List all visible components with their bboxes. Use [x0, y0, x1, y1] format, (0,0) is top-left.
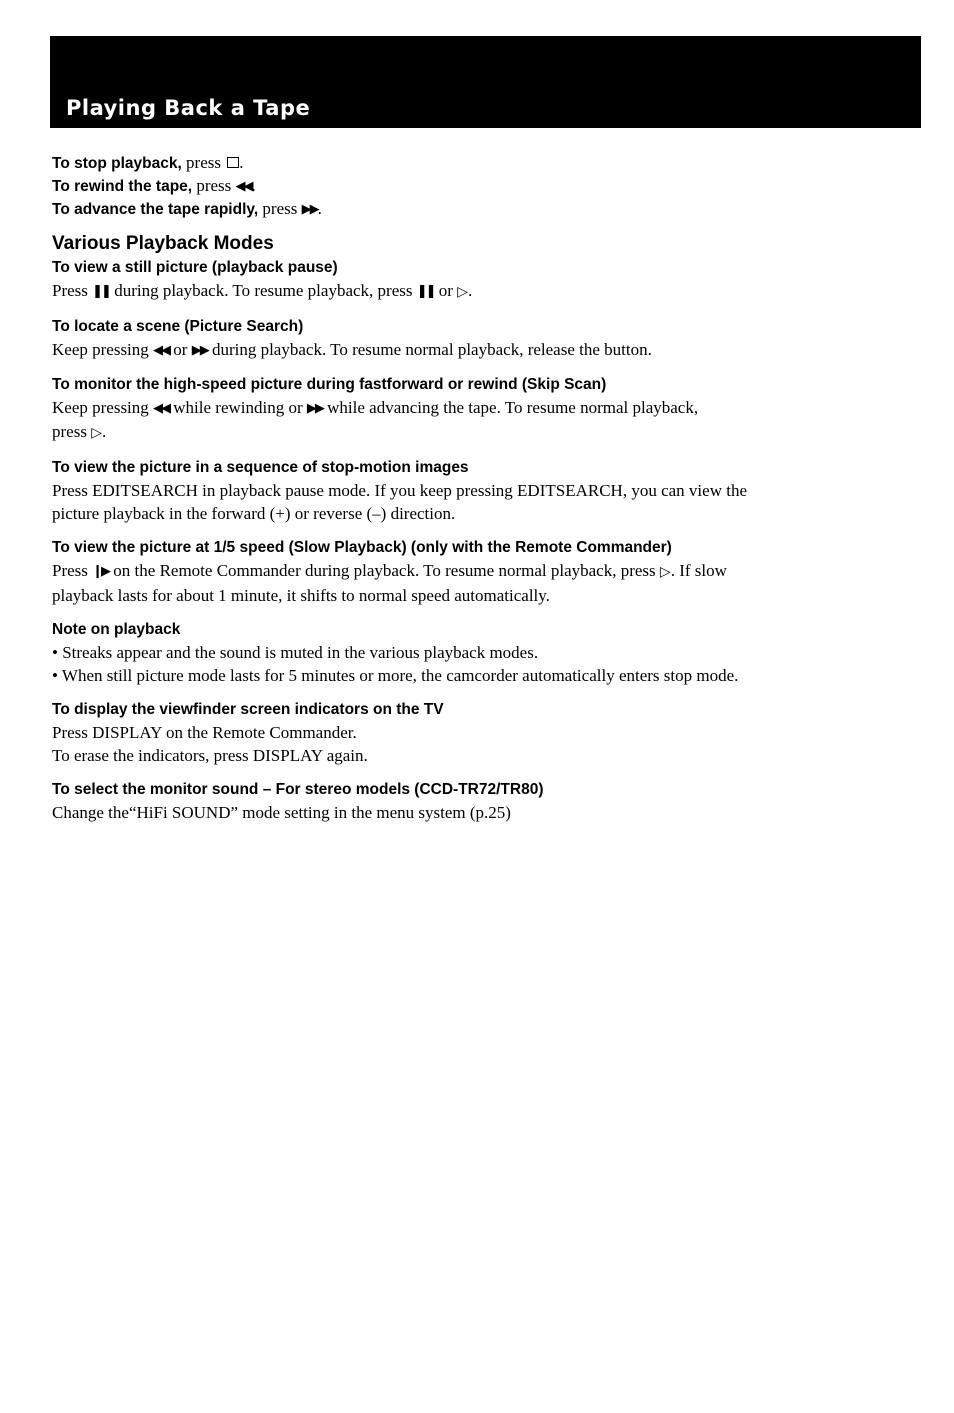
- skip-text-1: [52, 396, 912, 420]
- display-title: To display the viewfinder screen indicators on the TV: [52, 701, 444, 718]
- advance-instruction: To advance the tape rapidly, press ▶▶.: [52, 198, 912, 221]
- search-text: [52, 338, 912, 362]
- still-title: To view a still picture (playback pause): [52, 259, 338, 276]
- still-t1: Press: [52, 281, 93, 300]
- main-content: [52, 152, 912, 824]
- search-t3: during playback. To resume normal playback, release the button.: [207, 340, 652, 359]
- note-bullet-1: • Streaks appear and the sound is muted in the various playback modes.: [52, 643, 539, 662]
- stopmotion-title: To view the picture in a sequence of stop-motion images: [52, 459, 469, 476]
- rewind-icon: ◀◀: [153, 401, 170, 416]
- fast-forward-icon: ▶▶: [191, 343, 208, 358]
- stop-text: press: [181, 153, 221, 172]
- slow-play-icon: ❙▶: [92, 564, 110, 579]
- slow-t2: on the Remote Commander during playback. To resume normal playback, press: [109, 561, 660, 580]
- search-title: To locate a scene (Picture Search): [52, 318, 304, 335]
- fast-forward-icon: ▶▶: [301, 202, 318, 217]
- skip-t5: .: [101, 422, 107, 441]
- display-line-2: To erase the indicators, press DISPLAY again.: [52, 746, 368, 765]
- pause-icon: ❚❚: [92, 284, 110, 299]
- skip-title: To monitor the high-speed picture during fastforward or rewind (Skip Scan): [52, 376, 607, 393]
- rewind-icon: ◀◀: [153, 343, 170, 358]
- note-bullet-2: • When still picture mode lasts for 5 minutes or more, the camcorder automatically enters stop mode.: [52, 666, 739, 685]
- advance-text: press: [258, 199, 298, 218]
- title-banner: [50, 36, 921, 128]
- sound-line-1: Change the“HiFi SOUND” mode setting in the menu system (p.25): [52, 803, 511, 822]
- still-t3: or: [434, 281, 458, 300]
- rewind-instruction: To rewind the tape, press ◀◀.: [52, 175, 912, 198]
- still-text: [52, 279, 912, 304]
- still-t4: .: [467, 281, 473, 300]
- stopmotion-line-1: Press EDITSEARCH in playback pause mode. If you keep pressing EDITSEARCH, you can view the: [52, 481, 747, 500]
- page-title: Playing Back a Tape: [66, 96, 311, 120]
- slow-title: To view the picture at 1/5 speed (Slow Playback) (only with the Remote Commander): [52, 539, 672, 556]
- skip-t4: press: [52, 422, 92, 441]
- stop-label: To stop playback,: [52, 155, 182, 172]
- rewind-icon: ◀◀: [235, 179, 252, 194]
- rewind-label: To rewind the tape,: [52, 178, 193, 195]
- slow-text-1: [52, 559, 912, 584]
- slow-t1: Press: [52, 561, 93, 580]
- skip-t1: Keep pressing: [52, 398, 154, 417]
- pause-icon: ❚❚: [416, 284, 435, 299]
- slow-t3: . If slow: [670, 561, 727, 580]
- section-heading: Various Playback Modes: [52, 233, 274, 254]
- still-t2: during playback. To resume playback, press: [109, 281, 417, 300]
- sound-title: To select the monitor sound – For stereo models (CCD-TR72/TR80): [52, 781, 544, 798]
- skip-t3: while advancing the tape. To resume normal playback,: [322, 398, 699, 417]
- note-title: Note on playback: [52, 621, 181, 638]
- display-line-1: Press DISPLAY on the Remote Commander.: [52, 723, 357, 742]
- stop-icon: [227, 157, 239, 168]
- skip-t2: while rewinding or: [169, 398, 307, 417]
- play-icon: ▷: [659, 564, 671, 580]
- search-t2: or: [169, 340, 192, 359]
- rewind-text: press: [192, 176, 232, 195]
- slow-text-2: playback lasts for about 1 minute, it shifts to normal speed automatically.: [52, 586, 550, 605]
- stop-instruction: To stop playback, press .: [52, 153, 244, 172]
- skip-text-2: [52, 420, 912, 445]
- fast-forward-icon: ▶▶: [306, 401, 323, 416]
- play-icon: ▷: [91, 425, 102, 441]
- search-t1: Keep pressing: [52, 340, 154, 359]
- play-icon: ▷: [457, 284, 468, 300]
- stopmotion-line-2: picture playback in the forward (+) or reverse (–) direction.: [52, 504, 456, 523]
- advance-label: To advance the tape rapidly,: [52, 201, 259, 218]
